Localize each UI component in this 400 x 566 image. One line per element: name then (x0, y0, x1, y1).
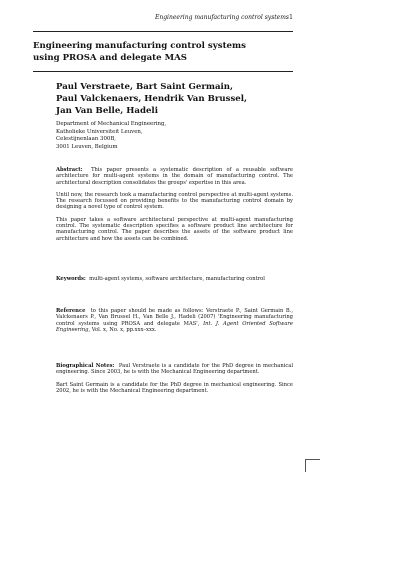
page-number: 1 (289, 14, 293, 21)
affiliation-line: Katholieke Universiteit Leuven, (56, 128, 143, 135)
bio-section (56, 363, 293, 394)
keywords-label: Keywords: (56, 276, 86, 282)
reference-label: Reference (56, 308, 86, 314)
abstract-paragraph-1 (56, 167, 293, 186)
abstract-paragraph-2: Until now, the research took a manufacturing control perspective at multi-agent systems. The research focussed on providing benefits to the manufacturing control domain by designing a novel type of control system. (56, 191, 293, 211)
bio-paragraph-1 (56, 363, 293, 376)
abstract-paragraph-3: This paper takes a software architectural perspective at multi-agent manufacturing control. The systematic description specifies a software product line architecture for manufacturing control. The paper describes the assets of the software product line architecture and how the assets can be combined. (56, 216, 293, 242)
abstract-label: Abstract: (56, 167, 83, 173)
abstract-text-1: This paper presents a systematic description of a reusable software architecture for multi-agent systems in the domain of manufacturing control. The architectural description consolidates the groups' expertise in this area. (56, 167, 293, 186)
paper-title-line-1: Engineering manufacturing control systems (33, 41, 246, 51)
authors-line-1: Paul Verstraete, Bart Saint Germain, (56, 82, 234, 92)
affiliation-line: Department of Mechanical Engineering, (56, 121, 167, 127)
keywords-text: multi-agent systems, software architecture, manufacturing control (89, 276, 265, 282)
reference-text: to this paper should be made as follows: Verstraete P., Saint Germain B., Valckenaers P., Van Brussel H., Van Belle J., Hadeli (2007) 'Engineering manufacturing control systems using PROSA and delegate MAS', (56, 308, 293, 327)
title-rule (33, 71, 293, 72)
keywords-paragraph (56, 276, 293, 282)
abstract-section (56, 167, 293, 242)
author-list (56, 81, 292, 117)
bio-paragraph-2: Bart Saint Germain is a candidate for the PhD degree in mechanical engineering. Since 2002, he is with the Mechanical Engineering department. (56, 381, 293, 394)
affiliation-line: 3001 Leuven, Belgium (56, 143, 118, 150)
bio-label: Biographical Notes: (56, 363, 115, 369)
paper-title (33, 40, 283, 64)
reference-paragraph (56, 308, 293, 333)
journal-name: Int. J. Agent Oriented Software Engineering, (56, 320, 293, 333)
affiliation (56, 121, 292, 151)
reference-section (56, 308, 293, 333)
affiliation-line: Celestijnenlaan 300B, (56, 136, 116, 143)
crop-mark (305, 459, 320, 472)
keywords-section (56, 276, 293, 282)
authors-line-2: Paul Valckenaers, Hendrik Van Brussel, (56, 94, 248, 104)
paper-title-line-2: using PROSA and delegate MAS (33, 53, 187, 63)
top-rule (33, 31, 293, 32)
running-title: Engineering manufacturing control systems (154, 14, 289, 21)
reference-volume: Vol. x, No. x, pp.xxx–xxx. (91, 326, 157, 333)
bio-text-1: Paul Verstraete is a candidate for the PhD degree in mechanical engineering. Since 2003, he is with the Mechanical Engineering department. (56, 363, 294, 376)
authors-line-3: Jan Van Belle, Hadeli (56, 106, 158, 116)
